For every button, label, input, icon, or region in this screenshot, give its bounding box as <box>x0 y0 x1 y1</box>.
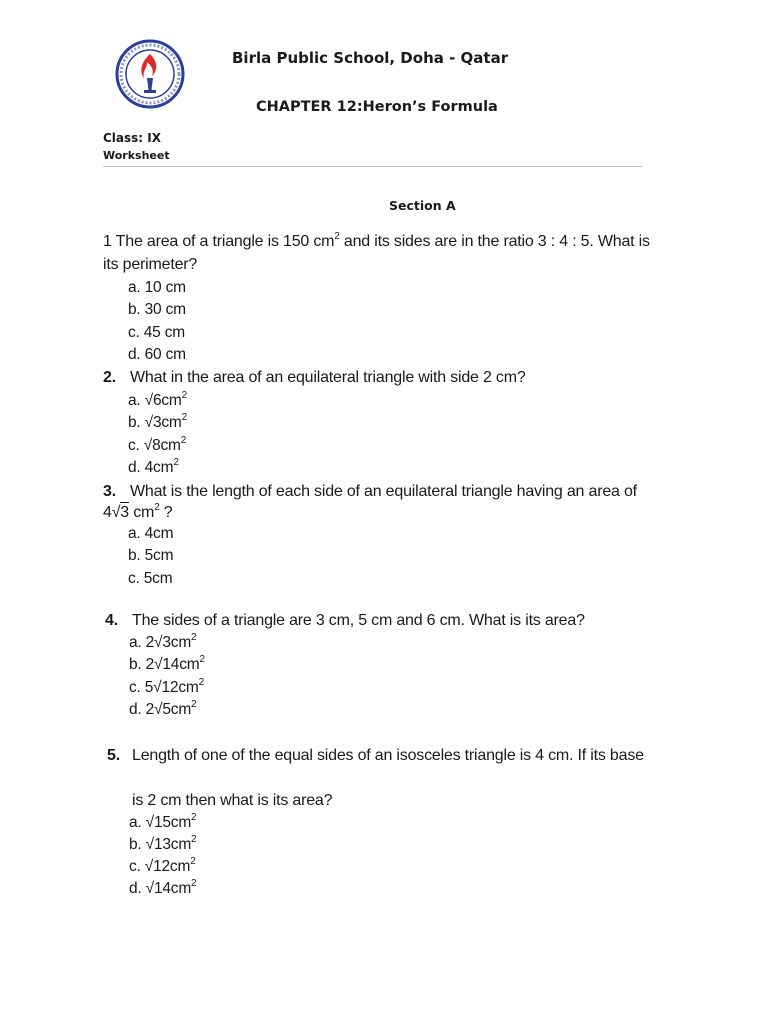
option-1a: a. 10 cm <box>128 279 186 296</box>
question-number: 5. <box>107 747 120 764</box>
question-text: The sides of a triangle are 3 cm, 5 cm and 6 cm. What is its area? <box>132 612 585 629</box>
question-text: What is the length of each side of an equilateral triangle having an area of <box>130 483 637 500</box>
question-1-line-2: its perimeter? <box>103 256 198 273</box>
question-number: 2. <box>103 369 116 386</box>
option-4a: a. $2√3cm^2$ <box>129 631 197 651</box>
question-5 <box>107 745 644 767</box>
question-number: 4. <box>105 612 118 629</box>
option-1c: c. 45 cm <box>128 324 185 341</box>
question-4 <box>105 610 585 632</box>
section-heading: Section A <box>389 198 456 213</box>
chapter-title: CHAPTER 12:Heron’s Formula <box>256 99 498 115</box>
superscript: 2 <box>334 230 340 242</box>
option-5d: d. $√14cm^2$ <box>129 877 197 897</box>
option-4d: d. $2√5cm^2$ <box>129 698 197 718</box>
worksheet-label: Worksheet <box>103 149 170 162</box>
question-text: What in the area of an equilateral triangle with side 2 cm? <box>130 369 526 386</box>
option-4b: b. $2√14cm^2$ <box>129 653 205 673</box>
school-name: Birla Public School, Doha - Qatar <box>232 49 509 67</box>
question-3 <box>103 481 637 503</box>
option-3a: a. 4cm <box>128 525 174 542</box>
question-number: 1 <box>103 233 112 250</box>
question-text: and its sides are in the ratio 3 : 4 : 5. What is <box>339 233 650 250</box>
option-3b: b. 5cm <box>128 547 174 564</box>
option-2d: d. $4cm^2$ <box>128 456 179 476</box>
option-1d: d. 60 cm <box>128 346 186 363</box>
header-divider <box>103 166 642 167</box>
option-5b: b. $√13cm^2$ <box>129 833 197 853</box>
option-5a: a. $√15cm^2$ <box>129 811 197 831</box>
option-5c: c. $√12cm^2$ <box>129 855 196 875</box>
question-text: Length of one of the equal sides of an isosceles triangle is 4 cm. If its base <box>132 747 644 764</box>
option-4c: c. $5√12cm^2$ <box>129 676 204 696</box>
question-2 <box>103 367 526 389</box>
option-2b: b. $√3cm^2$ <box>128 411 187 431</box>
option-3c: c. 5cm <box>128 570 173 587</box>
option-1b: b. 30 cm <box>128 301 186 318</box>
question-number: 3. <box>103 483 116 500</box>
radicand: 3 <box>120 504 129 521</box>
question-1 <box>103 231 650 253</box>
question-5-line-2: is 2 cm then what is its area? <box>132 792 333 809</box>
class-label: Class: IX <box>103 131 161 145</box>
school-logo <box>114 38 186 110</box>
option-2a: a. $√6cm^2$ <box>128 389 187 409</box>
question-3-area: 4√3 $cm^2$ ? <box>103 501 173 521</box>
question-text: The area of a triangle is 150 cm <box>115 233 335 250</box>
option-2c: c. $√8cm^2$ <box>128 434 187 454</box>
